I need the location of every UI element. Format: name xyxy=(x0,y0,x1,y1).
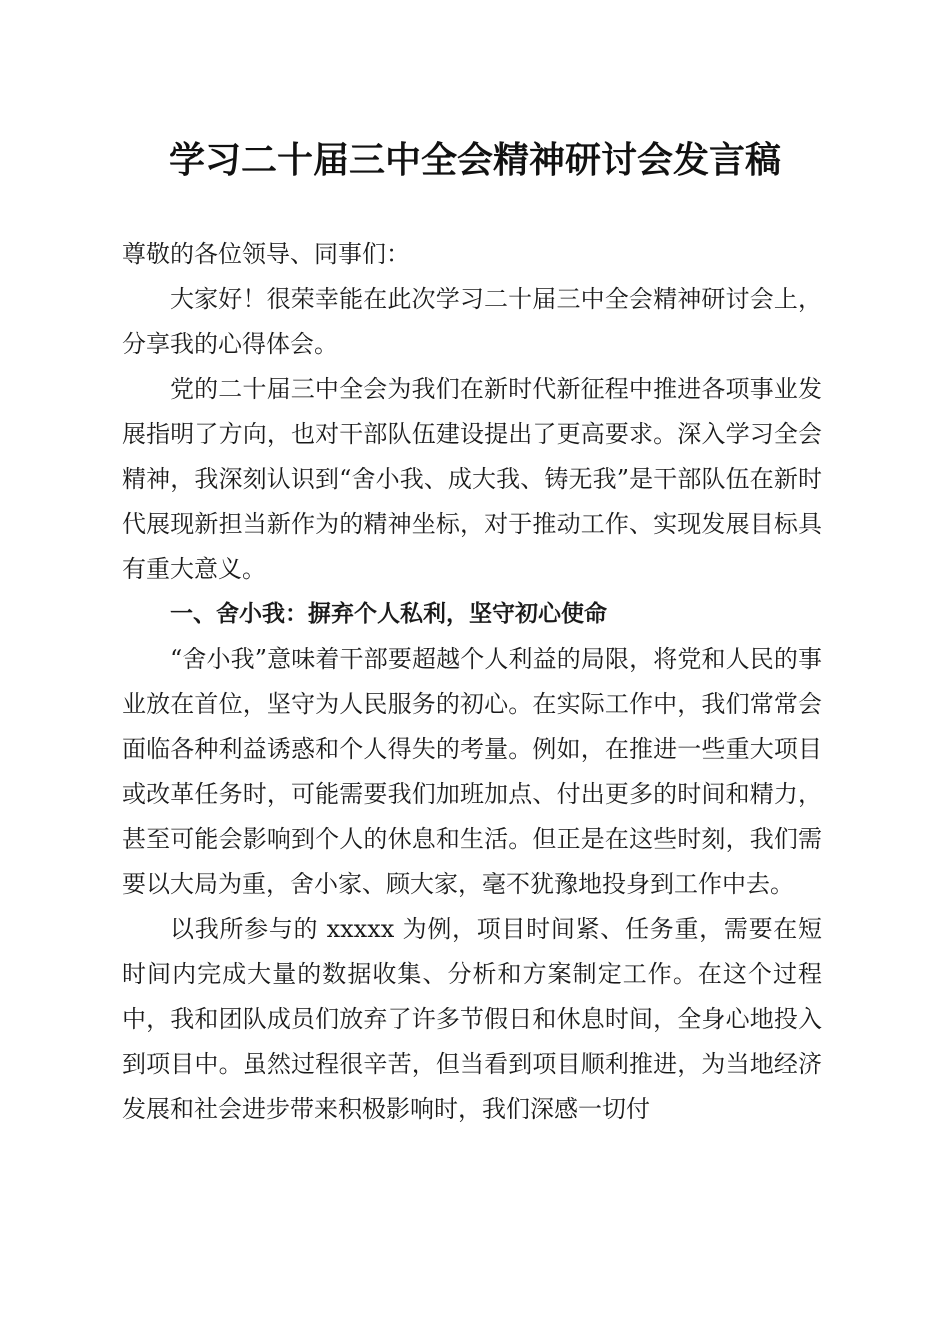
document-title: 学习二十届三中全会精神研讨会发言稿 xyxy=(168,139,781,181)
document-body xyxy=(122,232,822,1132)
section-paragraph: 以我所参与的 xxxxx 为例，项目时间紧、任务重，需要在短时间内完成大量的数据收集、分析和方案制定工作。在这个过程中，我和团队成员们放弃了许多节假日和休息时间，全身心地投入到项目中。虽然过程很辛苦，但当看到项目顺利推进，为当地经济发展和社会进步带来积极影响时，我们深感一切付 xyxy=(122,915,822,1123)
paragraph-intro: 党的二十届三中全会为我们在新时代新征程中推进各项事业发展指明了方向，也对干部队伍建设提出了更高要求。深入学习全会精神，我深刻认识到“舍小我、成大我、铸无我”是干部队伍在新时代展现新担当新作为的精神坐标，对于推动工作、实现发展目标具有重大意义。 xyxy=(122,375,822,583)
section-heading: 一、舍小我：摒弃个人私利，坚守初心使命 xyxy=(170,601,607,627)
section-paragraph: “舍小我”意味着干部要超越个人利益的局限，将党和人民的事业放在首位，坚守为人民服务的初心。在实际工作中，我们常常会面临各种利益诱惑和个人得失的考量。例如，在推进一些重大项目或改革任务时，可能需要我们加班加点、付出更多的时间和精力，甚至可能会影响到个人的休息和生活。但正是在这些时刻，我们需要以大局为重，舍小家、顾大家，毫不犹豫地投身到工作中去。 xyxy=(122,645,822,898)
paragraph-greeting: 大家好！很荣幸能在此次学习二十届三中全会精神研讨会上，分享我的心得体会。 xyxy=(122,285,822,358)
salutation: 尊敬的各位领导、同事们： xyxy=(122,240,410,268)
